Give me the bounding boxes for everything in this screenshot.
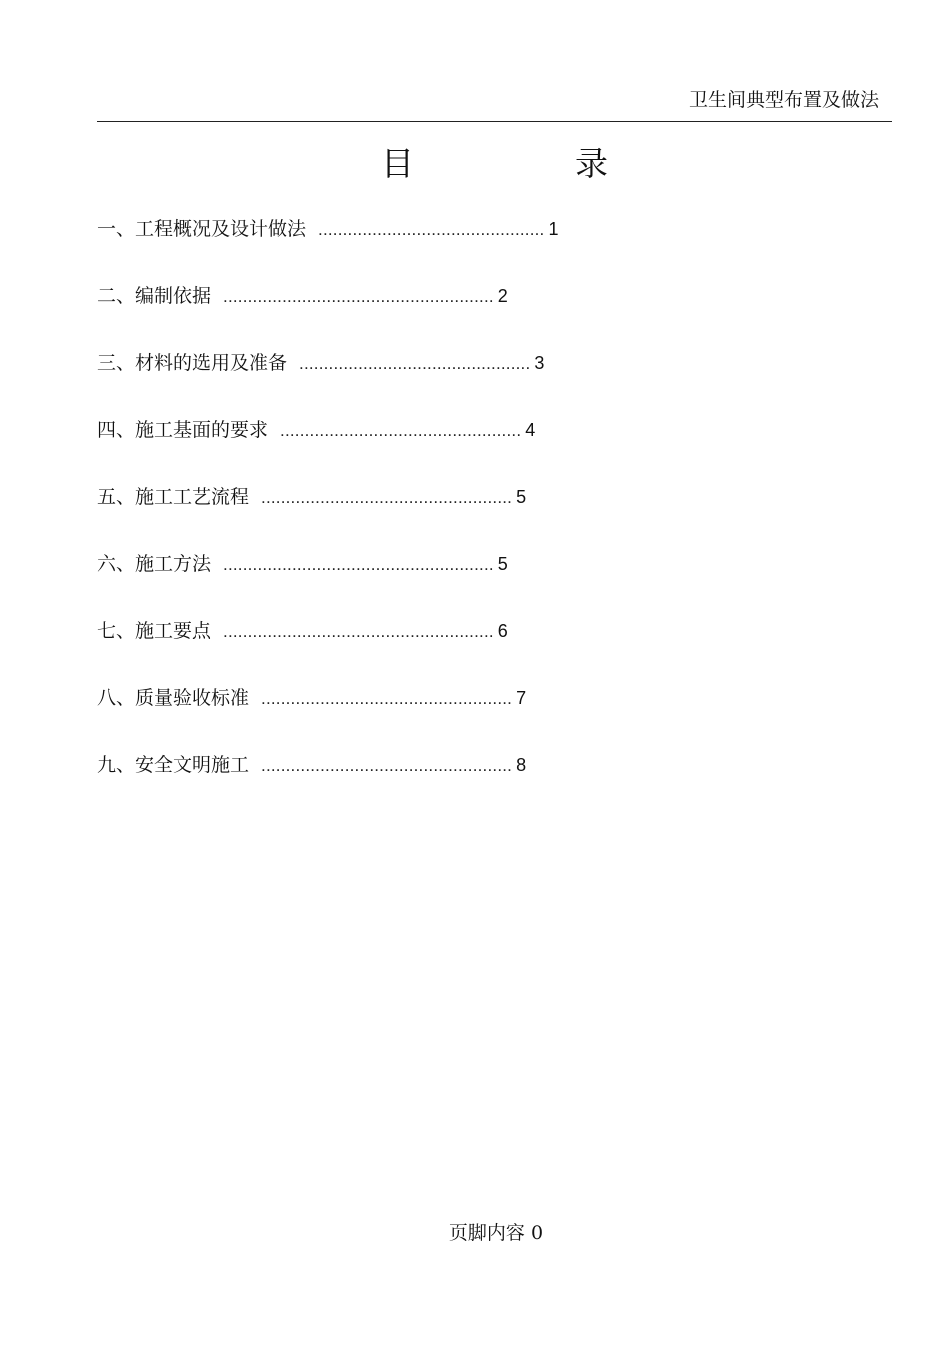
toc-entry-label: 二、编制依据 [97,285,212,307]
page-footer: 页脚内容 0 [448,1222,544,1244]
toc-entry[interactable] [97,279,717,346]
toc-entry-page: 1 [548,219,559,239]
toc-entry[interactable] [97,346,717,413]
toc-entry-leader: ................................................... [261,756,513,775]
running-header: 卫生间典型布置及做法 [688,89,879,111]
toc-entry[interactable] [97,480,717,547]
toc-entry-page: 8 [516,755,527,775]
toc-entry-page: 5 [516,487,527,507]
table-of-contents [97,212,717,815]
toc-entry-label: 六、施工方法 [97,553,212,575]
toc-entry-page: 2 [497,286,508,306]
toc-entry-page: 3 [534,353,545,373]
toc-entry-label: 四、施工基面的要求 [97,419,269,441]
toc-entry[interactable] [97,413,717,480]
toc-entry[interactable] [97,748,717,815]
toc-title-char-1: 目 [381,144,414,183]
toc-entry-label: 九、安全文明施工 [97,754,250,776]
toc-entry-label: 七、施工要点 [97,620,212,642]
toc-entry-leader: ....................................................... [223,287,494,306]
toc-entry[interactable] [97,681,717,748]
toc-entry-page: 5 [497,554,508,574]
toc-entry-leader: .............................................. [318,220,545,239]
toc-entry-page: 7 [516,688,527,708]
toc-entry-leader: ................................................. [280,421,522,440]
header-rule [97,121,892,122]
toc-entry-label: 三、材料的选用及准备 [97,352,288,374]
toc-entry-leader: ................................................... [261,689,513,708]
toc-entry[interactable] [97,547,717,614]
toc-entry-leader: ....................................................... [223,622,494,641]
toc-entry-label: 一、工程概况及设计做法 [97,218,307,240]
toc-entry-label: 五、施工工艺流程 [97,486,250,508]
toc-entry[interactable] [97,614,717,681]
toc-title-char-2: 录 [575,144,608,183]
toc-entry-leader: ............................................... [299,354,531,373]
toc-entry[interactable] [97,212,717,279]
toc-entry-leader: ................................................... [261,488,513,507]
toc-title [0,142,950,188]
toc-entry-label: 八、质量验收标准 [97,687,250,709]
toc-entry-page: 6 [497,621,508,641]
toc-entry-page: 4 [525,420,536,440]
toc-entry-leader: ....................................................... [223,555,494,574]
